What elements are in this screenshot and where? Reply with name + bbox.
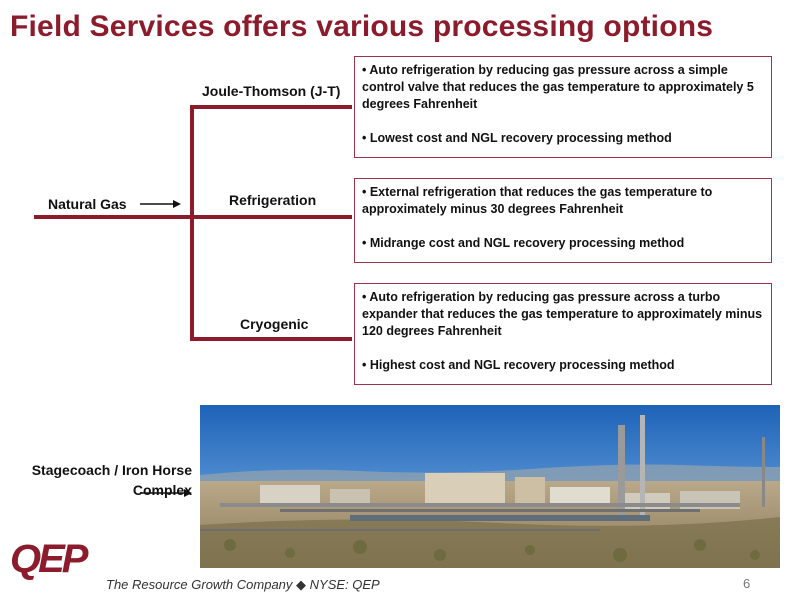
photo-caption-line: Complex [132, 482, 192, 498]
option-bullet: • Auto refrigeration by reducing gas pressure across a simple control valve that reduces the gas temperature to approximately 5 degrees Fahrenheit [362, 63, 754, 111]
photo-caption [14, 460, 192, 500]
footer-tagline: The Resource Growth Company ◆ NYSE: QEP [106, 577, 380, 592]
source-label: Natural Gas [48, 196, 127, 212]
option-bullet: • Lowest cost and NGL recovery processing method [362, 131, 672, 145]
plant-photo [200, 405, 780, 568]
option-box-refrigeration [354, 178, 772, 263]
source-arrow-head [173, 200, 181, 208]
option-box-cryogenic [354, 283, 772, 385]
option-label-jt: Joule-Thomson (J-T) [202, 83, 341, 99]
option-bullet: • Highest cost and NGL recovery processing method [362, 358, 675, 372]
option-label-cryogenic: Cryogenic [240, 316, 309, 332]
qep-logo: QEP [10, 537, 86, 581]
option-box-jt [354, 56, 772, 158]
option-bullet: • Midrange cost and NGL recovery processing method [362, 236, 685, 250]
option-bullet: • External refrigeration that reduces the gas temperature to approximately minus 30 degrees Fahrenheit [362, 185, 713, 216]
photo-caption-line: Stagecoach / Iron Horse [31, 462, 192, 478]
slide-title: Field Services offers various processing options [10, 10, 714, 43]
option-label-refrigeration: Refrigeration [229, 192, 317, 208]
page-number: 6 [743, 576, 751, 591]
option-bullet: • Auto refrigeration by reducing gas pressure across a turbo expander that reduces the gas temperature to approximately minus 120 degrees Fahrenheit [362, 290, 763, 338]
